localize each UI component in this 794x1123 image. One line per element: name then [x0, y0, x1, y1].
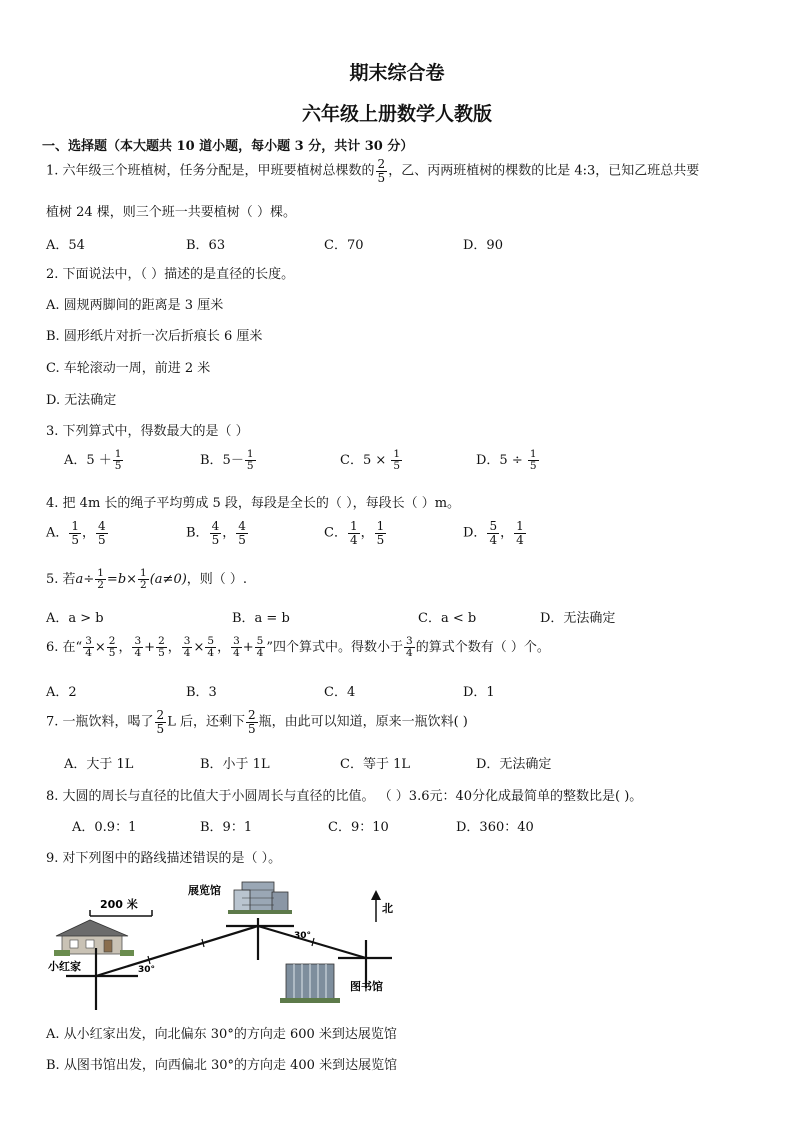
q8-option-c: C．9：10	[328, 820, 389, 835]
q2-option-b: B. 圆形纸片对折一次后折痕长 6 厘米	[46, 329, 263, 344]
page-title: 期末综合卷	[349, 62, 445, 84]
library-label: 图书馆	[350, 980, 383, 993]
q3-option-c: C．5 × $\frac{1}{5}$	[340, 448, 401, 473]
section-heading: 一、选择题（本大题共 10 道小题，每小题 3 分，共计 30 分）	[42, 139, 414, 154]
q1-option-a: A．54	[46, 238, 85, 253]
question-4-stem: 4. 把 4m 长的绳子平均剪成 5 段，每段是全长的（ ），每段长（ ）m。	[46, 496, 461, 511]
q5-option-b: B．a = b	[232, 611, 290, 626]
q6-option-a: A．2	[46, 685, 77, 700]
q2-option-a: A. 圆规两脚间的距离是 3 厘米	[46, 298, 224, 313]
q4-option-a: A． $\frac{1}{5}$ ， $\frac{4}{5}$	[46, 519, 106, 547]
question-9-stem: 9. 对下列图中的路线描述错误的是（ ）。	[46, 851, 282, 866]
question-6-stem: 6. 在“ $\frac{3}{4}$ × $\frac{2}{5}$ ， $\frac{3}{4}$ + $\frac{2}{5}$ ， $\frac{3}{4}$ × $\frac{5}{4}$ ， $\frac{3}{4}$ + $\frac{5}{4}$ ”四个算式中。得数小于 $\frac{3}{4}$ 的算式个数有（ ）个。	[46, 635, 550, 660]
route-map	[40, 872, 420, 1012]
exhibition-label: 展览馆	[188, 884, 221, 897]
q8-option-d: D．360：40	[456, 820, 534, 835]
page-subtitle: 六年级上册数学人教版	[301, 103, 492, 125]
q1-option-c: C．70	[324, 238, 364, 253]
angle-label-home: 30°	[138, 965, 156, 975]
q7-option-a: A．大于 1L	[64, 757, 134, 772]
q4-option-d: D． $\frac{5}{4}$ ， $\frac{1}{4}$	[463, 519, 524, 547]
q5-option-a: A．a > b	[46, 611, 104, 626]
q5-option-d: D．无法确定	[540, 611, 616, 626]
fraction: $\frac{2}{5}$	[377, 157, 386, 185]
q7-option-d: D．无法确定	[476, 757, 552, 772]
q7-option-c: C．等于 1L	[340, 757, 410, 772]
q8-option-b: B．9：1	[200, 820, 253, 835]
q7-option-b: B．小于 1L	[200, 757, 270, 772]
q6-option-c: C．4	[324, 685, 356, 700]
q4-option-b: B． $\frac{4}{5}$ ， $\frac{4}{5}$	[186, 519, 246, 547]
q3-option-b: B．5－ $\frac{1}{5}$	[200, 448, 254, 473]
question-3-stem: 3. 下列算式中，得数最大的是（ ）	[46, 424, 249, 439]
library-icon	[280, 964, 340, 1003]
q6-option-b: B．3	[186, 685, 217, 700]
q9-option-b: B. 从图书馆出发，向西偏北 30°的方向走 400 米到达展览馆	[46, 1058, 398, 1073]
q1-text-a: 1. 六年级三个班植树，任务分配是，甲班要植树总棵数的	[46, 163, 375, 179]
route-ticks	[148, 938, 314, 964]
exhibition-hall-icon	[228, 882, 292, 914]
q1-option-d: D．90	[463, 238, 503, 253]
q1-text-b: ，乙、丙两班植树的棵数的比是 4:3，已知乙班总共要	[388, 163, 700, 179]
question-1-line-1	[46, 158, 699, 184]
angle-label-exhibition: 30°	[294, 931, 312, 941]
question-5-stem: 5. 若a÷ $\frac{1}{2}$ =b× $\frac{1}{2}$ (a≠0)，则（ ）.	[46, 567, 248, 592]
question-2-stem: 2. 下面说法中，（ ）描述的是直径的长度。	[46, 267, 295, 282]
q3-option-a: A．5 ＋ $\frac{1}{5}$	[64, 448, 122, 473]
q2-option-c: C. 车轮滚动一周，前进 2 米	[46, 361, 211, 376]
scale-label: 200 米	[100, 898, 138, 911]
question-8-stem: 8. 大圆的周长与直径的比值大于小圆周长与直径的比值。 （ ）3.6元：40分化成最简单的整数比是( )。	[46, 789, 643, 804]
question-7-stem: 7. 一瓶饮料，喝了 $\frac{2}{5}$ L 后，还剩下 $\frac{2}{5}$ 瓶，由此可以知道，原来一瓶饮料( )	[46, 708, 468, 736]
house-icon	[54, 920, 134, 956]
q5-option-c: C．a < b	[418, 611, 477, 626]
q9-option-a: A. 从小红家出发，向北偏东 30°的方向走 600 米到达展览馆	[46, 1027, 397, 1042]
q2-option-d: D. 无法确定	[46, 393, 117, 408]
q3-option-d: D．5 ÷ $\frac{1}{5}$	[476, 448, 537, 473]
q4-option-c: C． $\frac{1}{4}$ ， $\frac{1}{5}$	[324, 519, 385, 547]
q8-option-a: A．0.9：1	[72, 820, 137, 835]
question-1-line-2: 植树 24 棵，则三个班一共要植树（ ）棵。	[46, 205, 296, 220]
home-label: 小红家	[48, 960, 81, 973]
north-label: 北	[382, 902, 393, 915]
q6-option-d: D．1	[463, 685, 495, 700]
q1-option-b: B．63	[186, 238, 226, 253]
north-arrow-icon	[371, 890, 381, 922]
